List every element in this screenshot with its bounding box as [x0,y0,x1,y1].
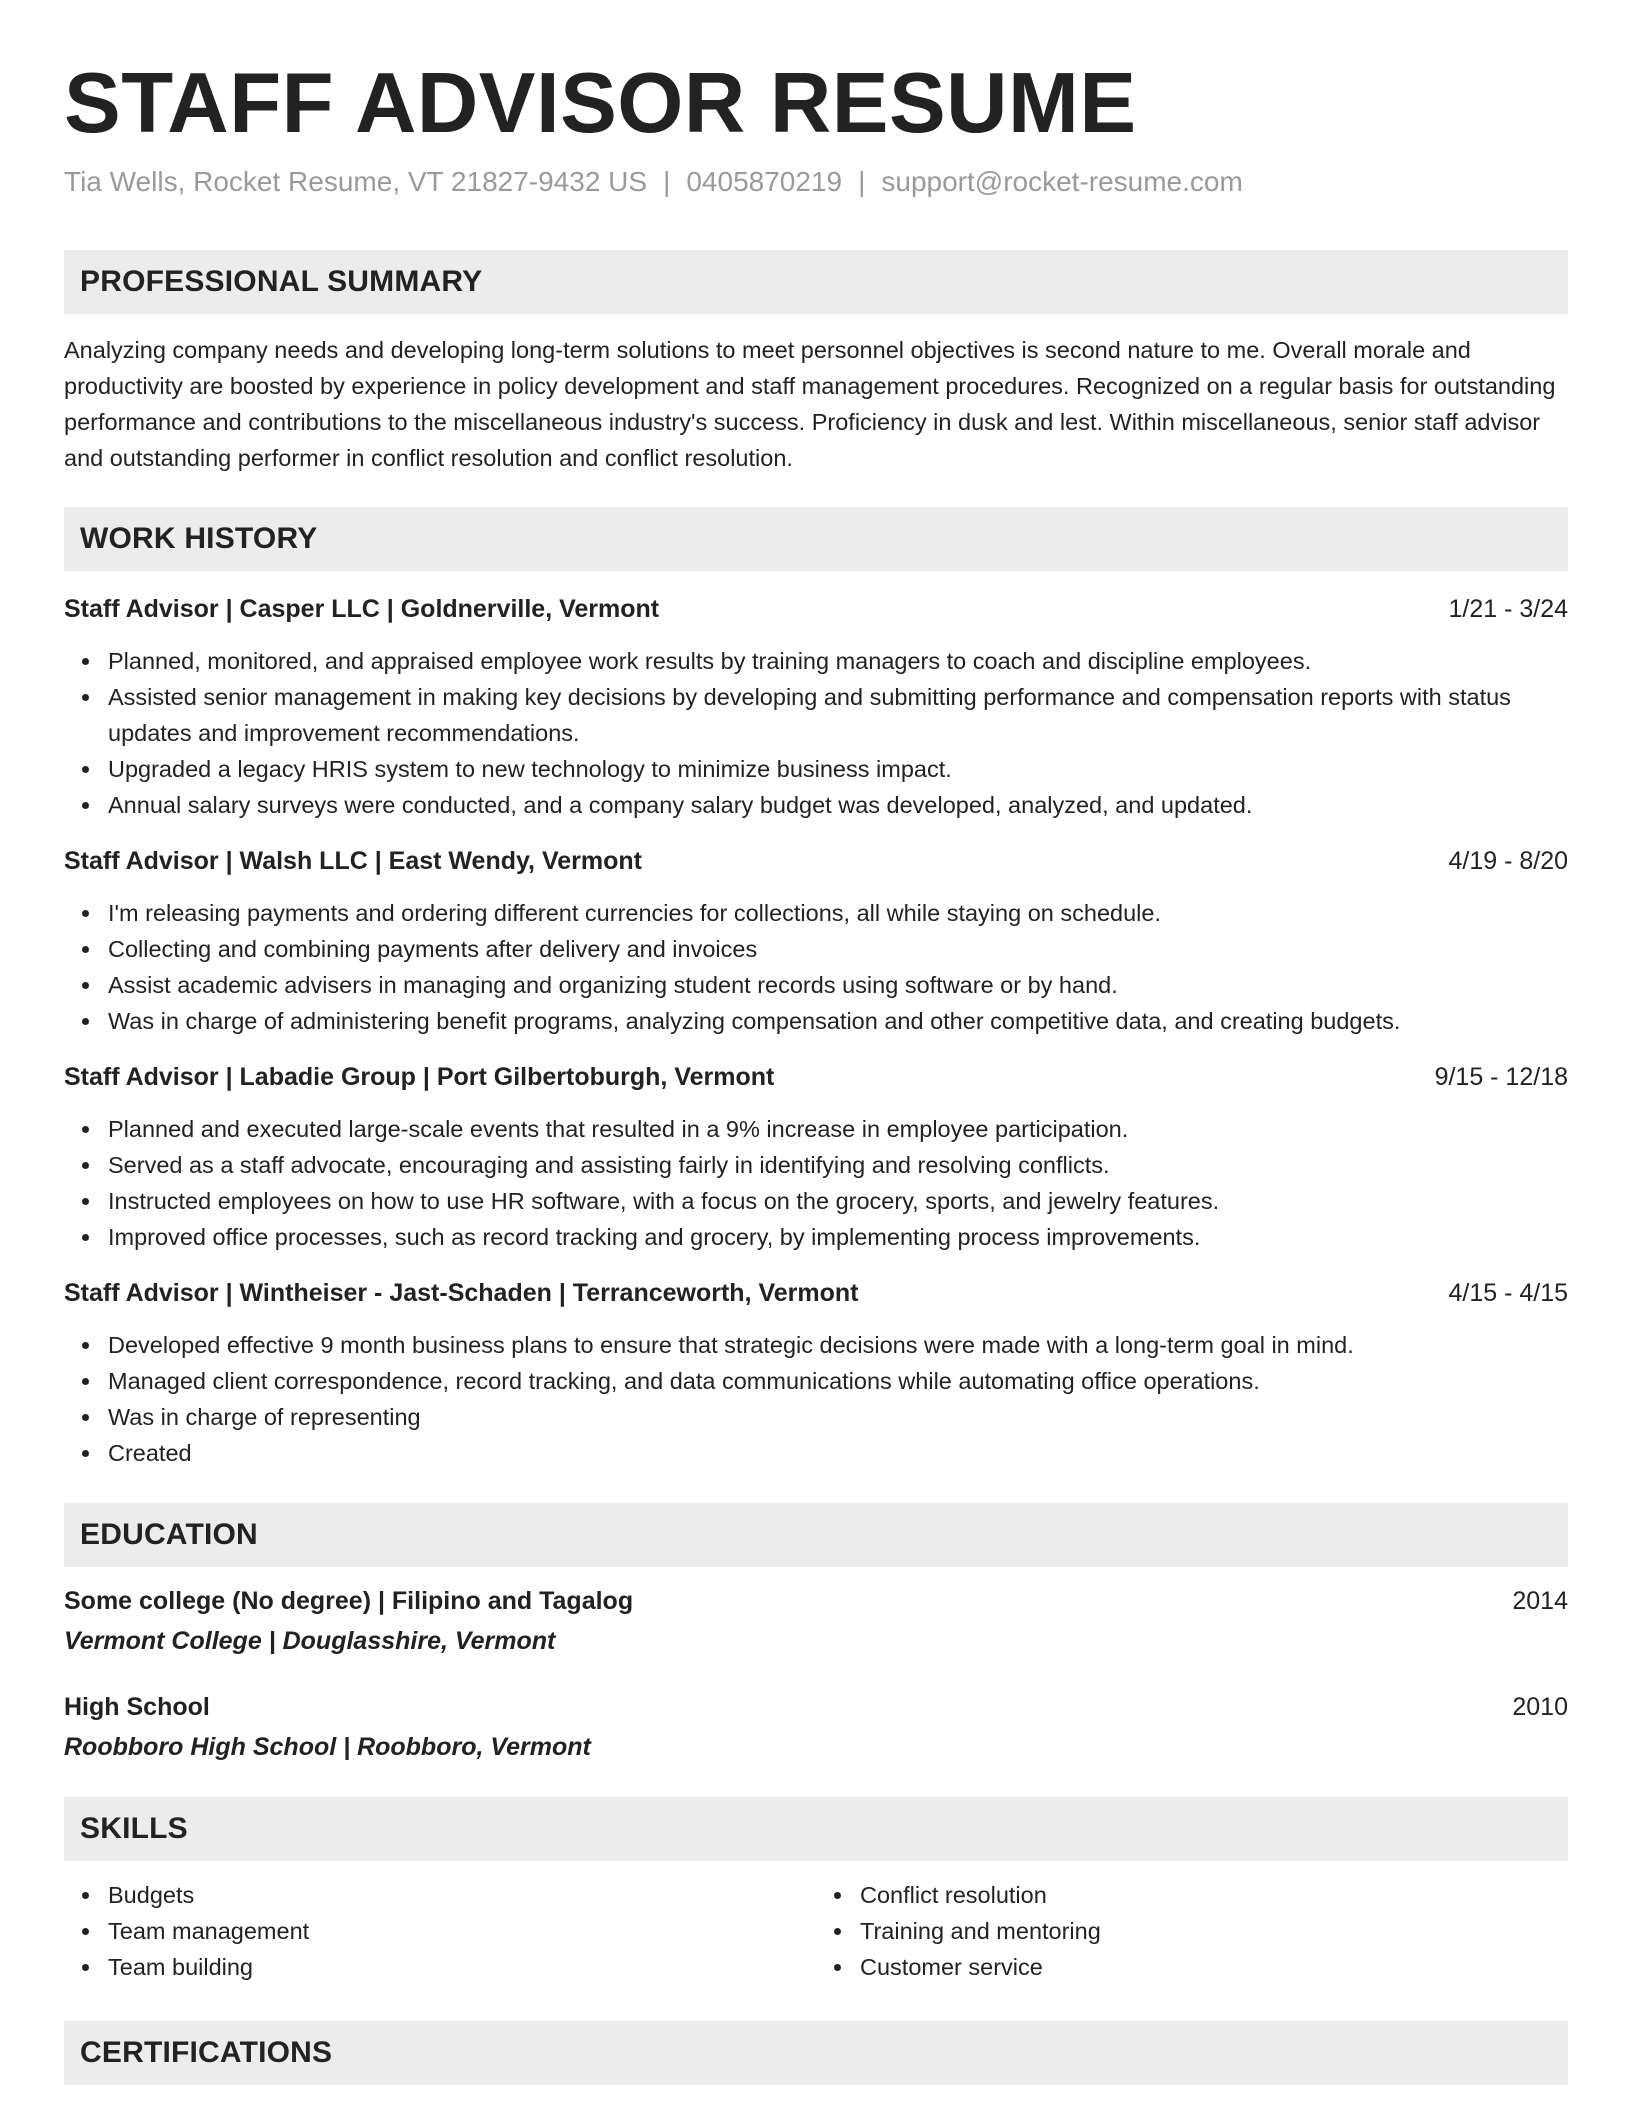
section-header-education [64,1503,1568,1567]
job-header [64,1275,1568,1311]
job-bullet: Managed client correspondence, record tracking, and data communications while automating office operations. [108,1363,1568,1399]
skills-list-right [816,1877,1568,1985]
section-title: SKILLS [80,1812,188,1845]
section-title: PROFESSIONAL SUMMARY [80,265,483,298]
contact-address: Tia Wells, Rocket Resume, VT 21827-9432 US [64,166,648,197]
education-school: Vermont College | Douglasshire, Vermont [64,1627,556,1655]
job-bullets [64,643,1568,823]
section-header-work-history [64,507,1568,571]
job-bullet: Upgraded a legacy HRIS system to new technology to minimize business impact. [108,751,1568,787]
job-dates: 1/21 - 3/24 [1448,595,1568,623]
job-bullet: Improved office processes, such as record tracking and grocery, by implementing process improvements. [108,1219,1568,1255]
job-entry [64,843,1568,1039]
job-title: Staff Advisor | Casper LLC | Goldnerville, Vermont [64,595,660,623]
contact-separator: | [663,166,671,197]
job-header [64,591,1568,627]
job-bullet: Annual salary surveys were conducted, and a company salary budget was developed, analyzed, and updated. [108,787,1568,823]
job-bullet: Was in charge of representing [108,1399,1568,1435]
job-bullet: Planned, monitored, and appraised employee work results by training managers to coach and discipline employees. [108,643,1568,679]
job-bullet: Planned and executed large-scale events that resulted in a 9% increase in employee participation. [108,1111,1568,1147]
job-bullets [64,1327,1568,1471]
job-header [64,1059,1568,1095]
education-degree: Some college (No degree) | Filipino and Tagalog [64,1587,634,1615]
job-bullets [64,1111,1568,1255]
section-title: EDUCATION [80,1518,258,1551]
job-header [64,843,1568,879]
education-year: 2010 [1512,1693,1568,1721]
job-dates: 4/19 - 8/20 [1448,847,1568,875]
education-degree: High School [64,1693,210,1721]
contact-email: support@rocket-resume.com [881,166,1243,197]
education-year: 2014 [1512,1587,1568,1615]
skill-item: Team building [108,1949,816,1985]
contact-separator: | [858,166,866,197]
skill-item: Budgets [108,1877,816,1913]
job-title: Staff Advisor | Labadie Group | Port Gilbertoburgh, Vermont [64,1063,775,1091]
summary-text: Analyzing company needs and developing long-term solutions to meet personnel objectives is second nature to me. Overall morale and productivity are boosted by experience in policy development and staff management procedures. Recognized on a regular basis for outstanding performance and contributions to the miscellaneous industry's success. Proficiency in dusk and lest. Within miscellaneous, senior staff advisor and outstanding performer in conflict resolution and conflict resolution. [64,337,1556,471]
skill-item: Customer service [860,1949,1568,1985]
job-bullet: Served as a staff advocate, encouraging and assisting fairly in identifying and resolving conflicts. [108,1147,1568,1183]
job-bullet: Collecting and combining payments after delivery and invoices [108,931,1568,967]
job-entry [64,1275,1568,1471]
education-entry [64,1583,1568,1659]
job-title: Staff Advisor | Walsh LLC | East Wendy, Vermont [64,847,642,875]
job-dates: 9/15 - 12/18 [1434,1063,1568,1091]
section-header-summary [64,250,1568,314]
section-title: CERTIFICATIONS [80,2036,333,2069]
skills-grid [64,1877,1568,1985]
education-header [64,1583,1568,1619]
contact-phone: 0405870219 [686,166,843,197]
education-header [64,1689,1568,1725]
job-dates: 4/15 - 4/15 [1448,1279,1568,1307]
section-header-certifications [64,2021,1568,2085]
job-entry [64,591,1568,823]
section-header-skills [64,1797,1568,1861]
contact-line [64,164,1568,200]
job-bullet: Instructed employees on how to use HR software, with a focus on the grocery, sports, and jewelry features. [108,1183,1568,1219]
job-bullet: I'm releasing payments and ordering different currencies for collections, all while staying on schedule. [108,895,1568,931]
job-bullet: Assist academic advisers in managing and organizing student records using software or by hand. [108,967,1568,1003]
education-school: Roobboro High School | Roobboro, Vermont [64,1733,591,1761]
skill-item: Conflict resolution [860,1877,1568,1913]
skill-item: Training and mentoring [860,1913,1568,1949]
job-bullets [64,895,1568,1039]
job-entry [64,1059,1568,1255]
job-bullet: Assisted senior management in making key decisions by developing and submitting performance and compensation reports with status updates and improvement recommendations. [108,679,1568,751]
page-title: STAFF ADVISOR RESUME [64,56,1137,151]
section-title: WORK HISTORY [80,522,318,555]
job-bullet: Was in charge of administering benefit programs, analyzing compensation and other competitive data, and creating budgets. [108,1003,1568,1039]
skills-list-left [64,1877,816,1985]
education-entry [64,1689,1568,1765]
skill-item: Team management [108,1913,816,1949]
job-title: Staff Advisor | Wintheiser - Jast-Schaden | Terranceworth, Vermont [64,1279,859,1307]
job-bullet: Developed effective 9 month business plans to ensure that strategic decisions were made with a long-term goal in mind. [108,1327,1568,1363]
job-bullet: Created [108,1435,1568,1471]
